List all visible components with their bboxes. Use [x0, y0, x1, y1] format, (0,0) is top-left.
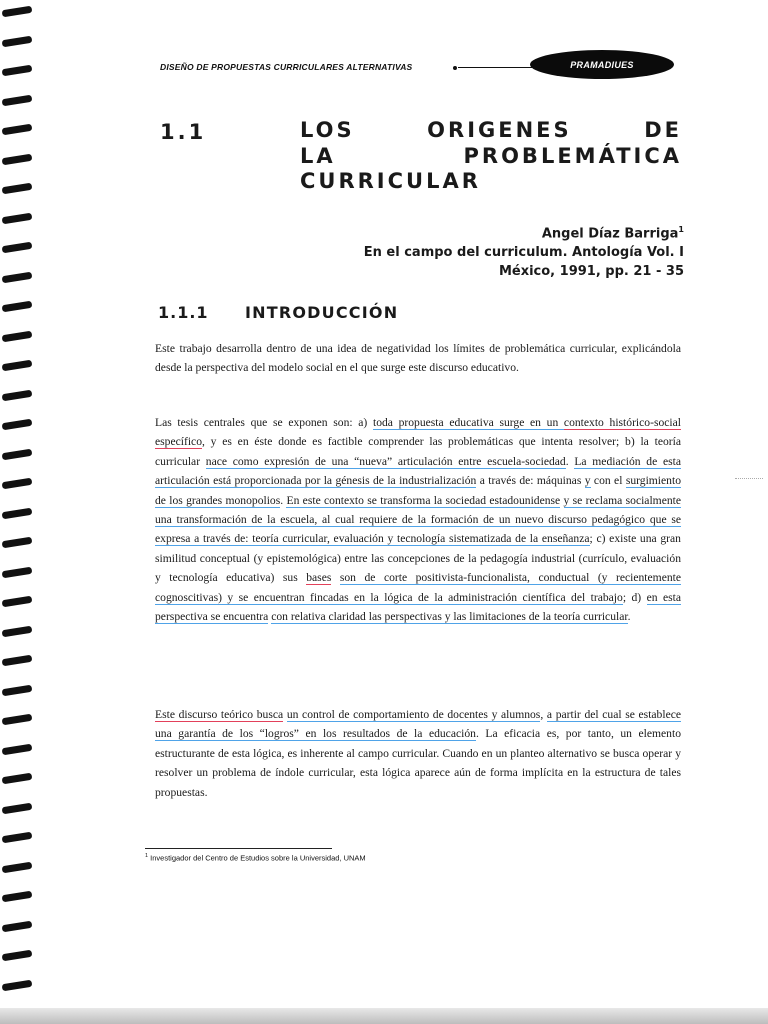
binding-coil	[2, 301, 33, 313]
section-title-line: LA PROBLEMÁTICA	[300, 143, 682, 168]
paragraph-text: . La eficacia es, por tanto, un elemento estructurante de esta lógica, es inherente al campo curricular. Cuando en un planteo alternativo se busca operar y resolver un problema de índole curricular, esta lógica aparece aún de forma implícita en la estructura de tales propuestas.	[155, 727, 682, 799]
binding-coil	[2, 832, 33, 844]
spiral-binding	[0, 0, 40, 1024]
binding-coil	[2, 94, 33, 106]
binding-coil	[2, 360, 33, 372]
binding-coil	[2, 684, 33, 696]
paragraph-text: ,	[540, 708, 547, 721]
place-pages-line: México, 1991, pp. 21 - 35	[498, 264, 684, 280]
paragraph-text: .	[627, 610, 631, 624]
highlighted-text: surgimiento de los grandes monopolios	[155, 474, 681, 507]
binding-coil	[2, 212, 33, 224]
paper-bottom-edge	[0, 1008, 768, 1024]
section-title	[300, 118, 682, 195]
highlighted-text: un control de comportamiento de docentes y alumnos	[286, 708, 541, 721]
binding-coil	[2, 891, 33, 903]
highlighted-text: contexto histórico-social específico	[155, 416, 681, 449]
binding-coil	[2, 507, 33, 519]
paragraph-text	[331, 571, 340, 584]
paragraph-text: .	[565, 454, 575, 468]
binding-coil	[2, 773, 33, 785]
binding-coil	[2, 537, 33, 549]
highlighted-text: a partir del cual se establece una garantía de los “logros” en los resultados de la educación	[155, 708, 682, 741]
paragraph-text: , y es en éste donde es factible comprender las problemáticas que intenta resolver; b) la teoría curricular	[155, 435, 681, 468]
binding-coil	[2, 330, 33, 342]
section-title-line: LOS ORIGENES DE	[300, 118, 682, 142]
binding-coil	[2, 448, 33, 460]
footnote	[145, 853, 366, 863]
binding-coil	[2, 271, 33, 283]
highlighted-text: bases	[306, 571, 332, 585]
binding-coil	[2, 625, 33, 637]
highlighted-text: En este contexto se transforma la sociedad estadounidense	[286, 493, 561, 507]
highlighted-text: con relativa claridad las perspectivas y las limitaciones de la teoría curricular	[271, 610, 628, 624]
source-line: En el campo del curriculum. Antología Vol. I	[363, 245, 684, 261]
scan-smudge	[735, 478, 763, 481]
body-paragraph	[155, 413, 681, 626]
highlighted-text: toda propuesta educativa surge en un	[372, 416, 564, 429]
footnote-rule	[145, 848, 332, 849]
paragraph-text: Este trabajo desarrolla dentro de una idea de negatividad los límites de problemática curricular, explicándola desde la perspectiva del modelo social en el que surge este discurso educativo.	[155, 342, 681, 375]
binding-coil	[2, 124, 33, 136]
binding-coil	[2, 389, 33, 401]
binding-coil	[2, 802, 33, 814]
paragraph-text: Las tesis centrales que se exponen son: a)	[155, 416, 373, 429]
binding-coil	[2, 242, 33, 254]
binding-coil	[2, 920, 33, 932]
binding-coil	[2, 35, 33, 47]
binding-coil	[2, 743, 33, 755]
section-number: 1.1	[160, 120, 207, 144]
paragraph-text: a través de: máquinas	[476, 474, 585, 488]
footnote-number: 1	[145, 853, 149, 859]
highlighted-text: y se reclama socialmente una transformación de la escuela, al cual requiere de la formación de un nuevo discurso pedagógico que se expresa a través de: teoría curricular, evaluación y tecnología sistematizada de la enseñanza	[155, 493, 682, 546]
binding-coil	[2, 566, 33, 578]
subsection-title: INTRODUCCIÓN	[245, 303, 399, 322]
binding-coil	[2, 861, 33, 873]
binding-coil	[2, 979, 33, 991]
highlighted-text: La mediación de esta articulación está proporcionada por la génesis de la industrialización	[155, 454, 681, 488]
binding-coil	[2, 714, 33, 726]
running-header: DISEÑO DE PROPUESTAS CURRICULARES ALTERNATIVAS	[160, 62, 413, 72]
subsection-number: 1.1.1	[158, 303, 209, 322]
highlighted-text: son de corte positivista-funcionalista, conductual (y recientemente cognoscitivas) y se encuentran fincadas en la lógica de la administración científica del trabajo	[155, 571, 681, 604]
highlighted-text: nace como expresión de una “nueva” articulación entre escuela-sociedad	[205, 454, 566, 468]
paragraph-text: con el	[590, 474, 626, 488]
binding-coil	[2, 153, 33, 165]
body-paragraph	[155, 339, 681, 378]
binding-coil	[2, 655, 33, 667]
author-line	[364, 220, 684, 243]
binding-coil	[2, 65, 33, 77]
binding-coil	[2, 6, 33, 18]
binding-coil	[2, 478, 33, 490]
highlighted-text: en esta perspectiva se encuentra	[155, 590, 681, 624]
binding-coil	[2, 183, 33, 195]
brand-logo-text: PRAMADIUES	[570, 59, 634, 70]
binding-coil	[2, 419, 33, 431]
section-title-line: CURRICULAR	[300, 169, 481, 193]
paragraph-text: ; c) existe una gran similitud conceptual (y epistemológica) entre las concepciones de la pedagogía industrial (currículo, evaluación y tecnología educativa) sus	[155, 532, 681, 585]
attribution	[364, 220, 684, 281]
paragraph-text: ; d)	[622, 590, 647, 604]
footnote-text: Investigador del Centro de Estudios sobre la Universidad, UNAM	[150, 853, 366, 863]
paragraph-text: .	[280, 493, 287, 507]
header-bullet-icon	[453, 66, 457, 70]
binding-coil	[2, 596, 33, 608]
footnote-mark: 1	[678, 225, 684, 234]
brand-logo	[530, 50, 674, 79]
author-name: Angel Díaz Barriga	[541, 226, 679, 242]
highlighted-text: y	[584, 474, 591, 488]
binding-coil	[2, 950, 33, 962]
body-paragraph	[155, 705, 681, 802]
highlighted-text: Este discurso teórico busca	[155, 708, 284, 721]
